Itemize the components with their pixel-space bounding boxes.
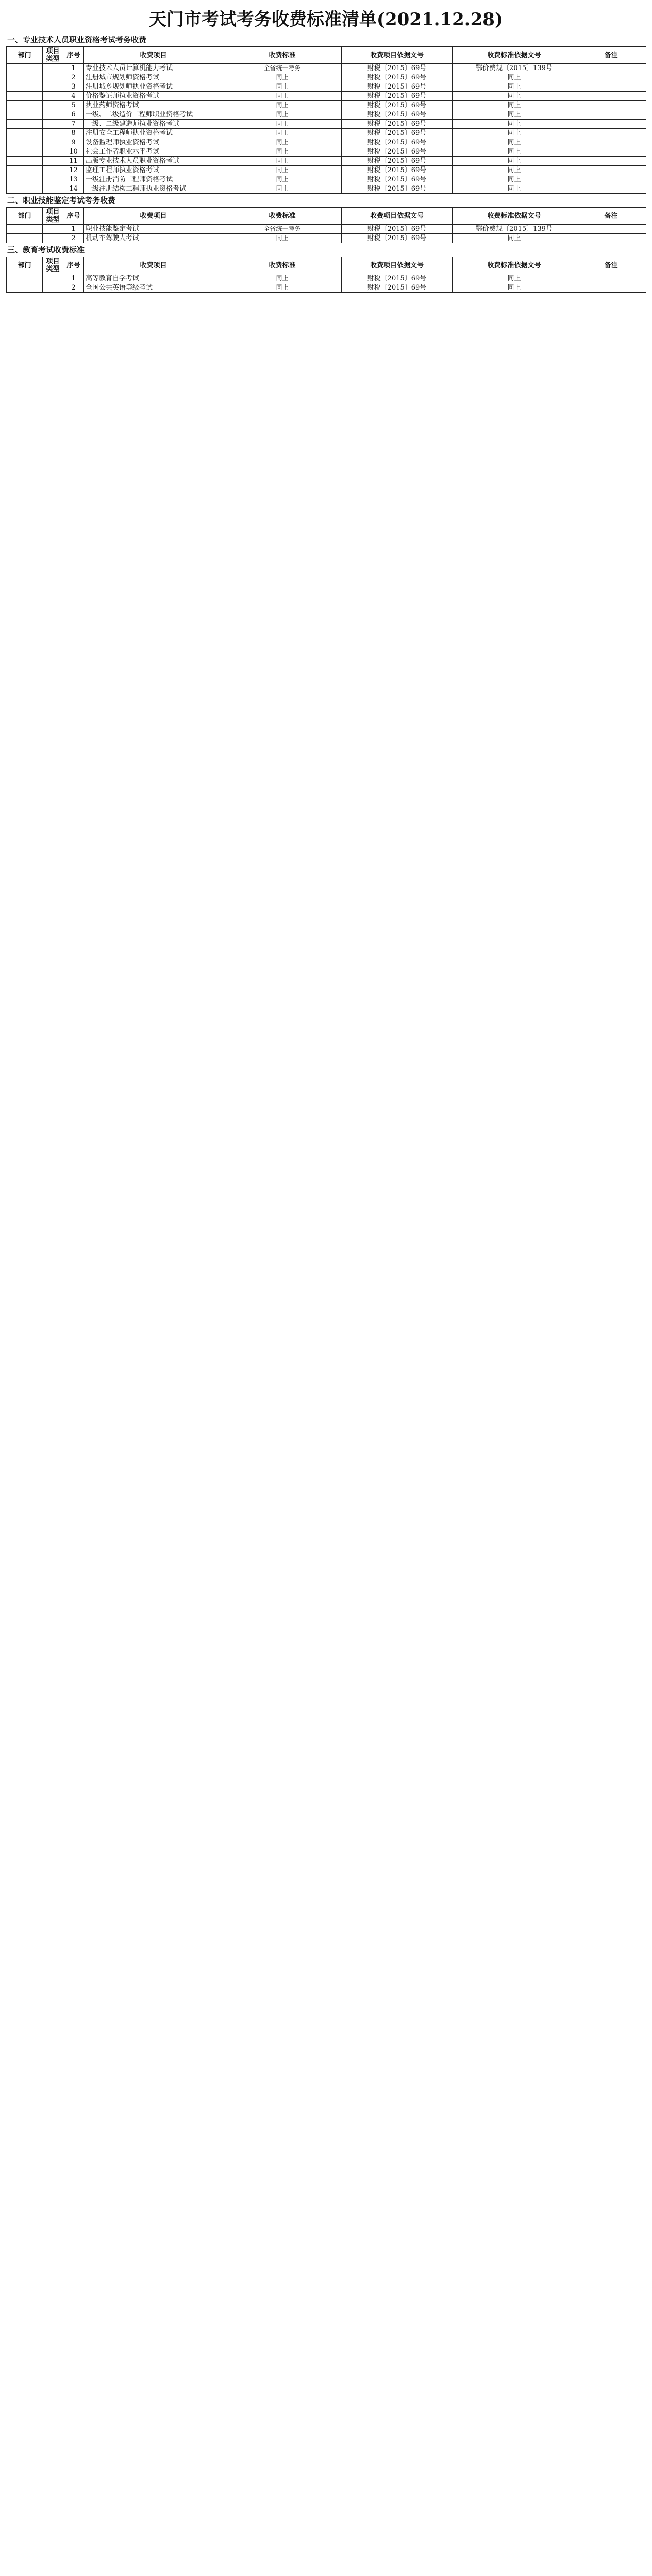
- table-cell: [576, 175, 646, 184]
- table-cell: 全国公共英语等级考试: [84, 283, 223, 293]
- table-cell: 同上: [223, 166, 342, 175]
- table-cell: 同上: [223, 234, 342, 243]
- section-2: [6, 194, 646, 243]
- section-title: 一、专业技术人员职业资格考试考务收费: [7, 35, 147, 44]
- table-cell: 同上: [223, 82, 342, 92]
- column-header: 收费标准: [223, 257, 342, 274]
- table-cell: [43, 166, 63, 175]
- table-cell: 6: [63, 110, 84, 120]
- table-cell: 12: [63, 166, 84, 175]
- table-cell: 出版专业技术人员职业资格考试: [84, 157, 223, 166]
- sections-container: [0, 33, 652, 293]
- table-cell: 7: [63, 120, 84, 129]
- table-cell: 财税〔2015〕69号: [342, 234, 453, 243]
- table-header-row: [7, 208, 646, 225]
- table-cell: [7, 138, 43, 147]
- table-row: [7, 138, 646, 147]
- table-cell: 价格鉴证师执业资格考试: [84, 92, 223, 101]
- table-cell: 机动车驾驶人考试: [84, 234, 223, 243]
- table-cell: [576, 166, 646, 175]
- table-cell: 2: [63, 234, 84, 243]
- table-cell: [576, 73, 646, 82]
- table-row: [7, 184, 646, 194]
- column-header: 项目类型: [43, 208, 63, 225]
- table-cell: 11: [63, 157, 84, 166]
- column-header: 收费项目依据文号: [342, 208, 453, 225]
- table-cell: 同上: [453, 73, 576, 82]
- column-header: 备注: [576, 208, 646, 225]
- table-cell: [576, 274, 646, 283]
- table-row: [7, 110, 646, 120]
- table-cell: [576, 283, 646, 293]
- table-cell: 2: [63, 283, 84, 293]
- table-cell: 财税〔2015〕69号: [342, 82, 453, 92]
- table-cell: 10: [63, 147, 84, 157]
- table-cell: 同上: [223, 138, 342, 147]
- table-cell: 同上: [453, 166, 576, 175]
- table-cell: 执业药师资格考试: [84, 101, 223, 110]
- section-1: [6, 33, 646, 194]
- table-cell: [43, 184, 63, 194]
- table-row: [7, 225, 646, 234]
- table-cell: [7, 147, 43, 157]
- table-cell: 13: [63, 175, 84, 184]
- table-header-row: [7, 257, 646, 274]
- table-cell: [576, 101, 646, 110]
- table-cell: 财税〔2015〕69号: [342, 64, 453, 73]
- table-cell: [576, 64, 646, 73]
- table-cell: 财税〔2015〕69号: [342, 283, 453, 293]
- table-cell: [7, 101, 43, 110]
- fee-table: [6, 257, 646, 293]
- table-cell: [7, 92, 43, 101]
- table-cell: [43, 110, 63, 120]
- table-cell: [43, 225, 63, 234]
- table-cell: [43, 283, 63, 293]
- table-cell: 财税〔2015〕69号: [342, 73, 453, 82]
- table-cell: 同上: [223, 101, 342, 110]
- table-cell: 同上: [453, 274, 576, 283]
- table-cell: 同上: [453, 92, 576, 101]
- table-cell: [7, 225, 43, 234]
- table-cell: 同上: [453, 184, 576, 194]
- column-header: 项目类型: [43, 47, 63, 64]
- table-cell: [576, 184, 646, 194]
- table-row: [7, 82, 646, 92]
- table-cell: [7, 73, 43, 82]
- column-header: 收费项目: [84, 47, 223, 64]
- table-cell: 2: [63, 73, 84, 82]
- table-cell: 1: [63, 64, 84, 73]
- table-cell: 同上: [453, 234, 576, 243]
- table-row: [7, 129, 646, 138]
- table-cell: 财税〔2015〕69号: [342, 225, 453, 234]
- table-cell: 同上: [223, 110, 342, 120]
- table-cell: [7, 129, 43, 138]
- table-cell: 同上: [223, 147, 342, 157]
- table-cell: [576, 82, 646, 92]
- table-cell: 同上: [453, 101, 576, 110]
- table-cell: [576, 110, 646, 120]
- table-cell: [7, 82, 43, 92]
- table-row: [7, 120, 646, 129]
- table-cell: [43, 175, 63, 184]
- column-header: 收费标准依据文号: [453, 208, 576, 225]
- column-header: 序号: [63, 47, 84, 64]
- table-cell: 同上: [223, 92, 342, 101]
- column-header: 备注: [576, 257, 646, 274]
- table-cell: 全省统一考务: [223, 225, 342, 234]
- table-cell: [43, 101, 63, 110]
- table-cell: 14: [63, 184, 84, 194]
- table-row: [7, 64, 646, 73]
- table-cell: [576, 234, 646, 243]
- table-cell: [43, 138, 63, 147]
- table-cell: 3: [63, 82, 84, 92]
- column-header: 收费标准依据文号: [453, 257, 576, 274]
- table-row: [7, 101, 646, 110]
- table-cell: [576, 157, 646, 166]
- table-cell: 4: [63, 92, 84, 101]
- table-cell: 财税〔2015〕69号: [342, 101, 453, 110]
- table-row: [7, 147, 646, 157]
- table-cell: 财税〔2015〕69号: [342, 184, 453, 194]
- table-cell: [43, 120, 63, 129]
- table-cell: 同上: [223, 73, 342, 82]
- table-cell: 财税〔2015〕69号: [342, 147, 453, 157]
- table-cell: 同上: [453, 283, 576, 293]
- table-cell: 同上: [453, 110, 576, 120]
- column-header: 序号: [63, 208, 84, 225]
- column-header: 备注: [576, 47, 646, 64]
- table-cell: 鄂价费规〔2015〕139号: [453, 225, 576, 234]
- table-row: [7, 92, 646, 101]
- table-cell: 注册城市规划师资格考试: [84, 73, 223, 82]
- column-header: 收费标准依据文号: [453, 47, 576, 64]
- table-cell: [7, 166, 43, 175]
- table-cell: 财税〔2015〕69号: [342, 157, 453, 166]
- table-cell: 同上: [223, 283, 342, 293]
- table-cell: [43, 157, 63, 166]
- table-cell: [576, 92, 646, 101]
- table-cell: 监理工程师执业资格考试: [84, 166, 223, 175]
- table-row: [7, 175, 646, 184]
- table-cell: [7, 184, 43, 194]
- table-cell: [7, 120, 43, 129]
- table-cell: 财税〔2015〕69号: [342, 120, 453, 129]
- table-cell: 同上: [223, 184, 342, 194]
- table-cell: 5: [63, 101, 84, 110]
- table-cell: 同上: [223, 274, 342, 283]
- table-row: [7, 234, 646, 243]
- table-cell: 财税〔2015〕69号: [342, 274, 453, 283]
- table-cell: 职业技能鉴定考试: [84, 225, 223, 234]
- table-cell: 同上: [223, 157, 342, 166]
- section-title: 二、职业技能鉴定考试考务收费: [7, 196, 116, 205]
- table-cell: [7, 157, 43, 166]
- column-header: 收费标准: [223, 47, 342, 64]
- table-row: [7, 274, 646, 283]
- table-cell: [43, 64, 63, 73]
- table-cell: 1: [63, 225, 84, 234]
- column-header: 收费标准: [223, 208, 342, 225]
- table-cell: 财税〔2015〕69号: [342, 166, 453, 175]
- table-cell: [576, 225, 646, 234]
- table-cell: 财税〔2015〕69号: [342, 110, 453, 120]
- table-cell: 财税〔2015〕69号: [342, 129, 453, 138]
- column-header: 收费项目依据文号: [342, 257, 453, 274]
- table-row: [7, 73, 646, 82]
- table-cell: 1: [63, 274, 84, 283]
- table-cell: [7, 110, 43, 120]
- table-cell: 同上: [223, 120, 342, 129]
- table-cell: 一级、二级造价工程师职业资格考试: [84, 110, 223, 120]
- table-cell: 财税〔2015〕69号: [342, 175, 453, 184]
- table-cell: [576, 147, 646, 157]
- table-cell: 全省统一考务: [223, 64, 342, 73]
- table-cell: 8: [63, 129, 84, 138]
- table-cell: [43, 274, 63, 283]
- table-cell: 同上: [453, 129, 576, 138]
- table-cell: [43, 82, 63, 92]
- table-header-row: [7, 47, 646, 64]
- table-cell: [7, 274, 43, 283]
- table-cell: 注册城乡规划师执业资格考试: [84, 82, 223, 92]
- table-cell: 鄂价费规〔2015〕139号: [453, 64, 576, 73]
- column-header: 收费项目: [84, 208, 223, 225]
- table-cell: 专业技术人员计算机能力考试: [84, 64, 223, 73]
- section-title: 三、教育考试收费标准: [7, 245, 85, 255]
- table-cell: [43, 129, 63, 138]
- column-header: 部门: [7, 208, 43, 225]
- table-cell: 财税〔2015〕69号: [342, 92, 453, 101]
- column-header: 序号: [63, 257, 84, 274]
- table-cell: [43, 147, 63, 157]
- table-cell: 同上: [453, 157, 576, 166]
- table-cell: 同上: [223, 129, 342, 138]
- table-cell: [7, 283, 43, 293]
- table-row: [7, 157, 646, 166]
- table-cell: [576, 138, 646, 147]
- table-cell: 同上: [223, 175, 342, 184]
- table-cell: 一级注册消防工程师资格考试: [84, 175, 223, 184]
- table-cell: 9: [63, 138, 84, 147]
- table-cell: [43, 92, 63, 101]
- table-cell: 社会工作者职业水平考试: [84, 147, 223, 157]
- table-cell: 高等教育自学考试: [84, 274, 223, 283]
- table-cell: [43, 234, 63, 243]
- table-cell: [576, 120, 646, 129]
- table-cell: 一级、二级建造师执业资格考试: [84, 120, 223, 129]
- table-cell: 同上: [453, 82, 576, 92]
- table-cell: [43, 73, 63, 82]
- table-cell: [7, 175, 43, 184]
- table-cell: 财税〔2015〕69号: [342, 138, 453, 147]
- table-row: [7, 283, 646, 293]
- table-cell: 设备监理师执业资格考试: [84, 138, 223, 147]
- table-cell: 同上: [453, 138, 576, 147]
- fee-table: [6, 46, 646, 194]
- table-cell: 同上: [453, 175, 576, 184]
- table-cell: 注册安全工程师执业资格考试: [84, 129, 223, 138]
- table-cell: 同上: [453, 120, 576, 129]
- fee-table: [6, 207, 646, 243]
- table-cell: [7, 64, 43, 73]
- section-3: [6, 243, 646, 293]
- table-row: [7, 166, 646, 175]
- document-title: 天门市考试考务收费标准清单(2021.12.28): [148, 9, 504, 30]
- column-header: 收费项目依据文号: [342, 47, 453, 64]
- column-header: 部门: [7, 257, 43, 274]
- column-header: 项目类型: [43, 257, 63, 274]
- table-cell: [7, 234, 43, 243]
- table-cell: [576, 129, 646, 138]
- table-cell: 一级注册结构工程师执业资格考试: [84, 184, 223, 194]
- column-header: 部门: [7, 47, 43, 64]
- table-cell: 同上: [453, 147, 576, 157]
- column-header: 收费项目: [84, 257, 223, 274]
